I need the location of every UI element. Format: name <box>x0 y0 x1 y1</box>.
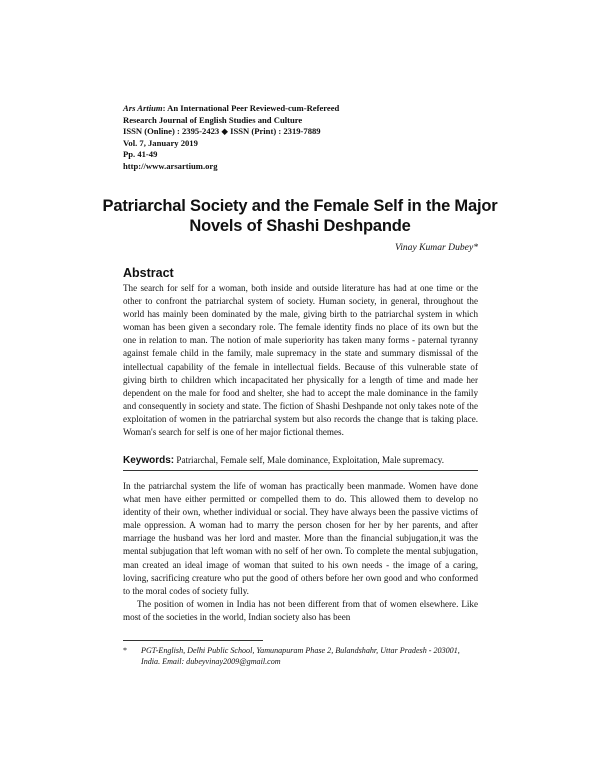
journal-subtitle: Research Journal of English Studies and Culture <box>123 114 303 125</box>
journal-header <box>123 103 503 172</box>
journal-pages: Pp. 41-49 <box>123 149 158 159</box>
paper-title: Patriarchal Society and the Female Self in the Major Novels of Shashi Deshpande <box>102 197 498 235</box>
journal-url: http://www.arsartium.org <box>123 160 218 171</box>
journal-volume: Vol. 7, January 2019 <box>123 137 198 148</box>
footnote-mark: * <box>123 646 128 655</box>
section-divider <box>123 470 478 471</box>
keywords-label: Keywords: <box>123 455 175 466</box>
journal-name: Ars Artium <box>123 103 163 113</box>
keywords-line <box>123 455 483 466</box>
footnote-divider <box>123 640 263 641</box>
journal-issn: ISSN (Online) : 2395-2423 ◆ ISSN (Print) : 2319-7889 <box>123 126 321 136</box>
body-text <box>123 480 478 624</box>
journal-name-line <box>123 103 503 115</box>
footnote <box>123 645 478 667</box>
footnote-text: PGT-English, Delhi Public School, Yamunapuram Phase 2, Bulandshahr, Uttar Pradesh - 203001, India. Email: dubeyvinay2009@gmail.com <box>141 646 460 666</box>
body-paragraph-1: In the patriarchal system the life of woman has practically been manmade. Women have done what men have either permitted or compelled them to do. This allowed them to develop no identity of their own, whether individual or social. They have always been the passive victims of male oppression. A woman had to marry the person chosen for her by her parents, and after marriage the husband was her lord and master. More than the financial subjugation,it was the mental subjugation that left woman with no self of her own. To complete the mental subjugation, man created an ideal image of woman that suited to his own needs - the image of a caring, loving, sacrificing creature who put the good of others before her own good and who conformed to the moral codes of society fully. <box>123 481 478 596</box>
abstract-text: The search for self for a woman, both inside and outside literature has had at one time or the other to confront the patriarchal system of society. Human society, in general, throughout the world has mainly been dominated by the male, giving birth to the patriarchal system in which woman has been given a secondary role. The female identity finds no place of its own but the one in relation to man. The notion of male superiority has taken many forms - paternal tyranny against female child in the family, male supremacy in the state and summary dismissal of the intellectual capability of the female in intellectual fields. Because of this vulnerable state of giving birth to children which incapacitated her physically for a length of time and made her dependent on the male for food and shelter, she had to accept the male dominance in the family and consequently in society and state. The fiction of Shashi Deshpande not only takes note of the exploitation of women in the patriarchal system but also records the change that is taking place. Woman's search for self is one of her major fictional themes. <box>123 283 478 438</box>
abstract-heading: Abstract <box>123 266 174 280</box>
journal-name-rest: : An International Peer Reviewed-cum-Refereed <box>162 103 340 113</box>
keywords-text: Patriarchal, Female self, Male dominance, Exploitation, Male supremacy. <box>174 455 444 465</box>
body-paragraph-2: The position of women in India has not been different from that of women elsewhere. Like most of the societies in the world, Indian society also has been <box>123 598 478 622</box>
paper-author: Vinay Kumar Dubey* <box>395 242 478 253</box>
